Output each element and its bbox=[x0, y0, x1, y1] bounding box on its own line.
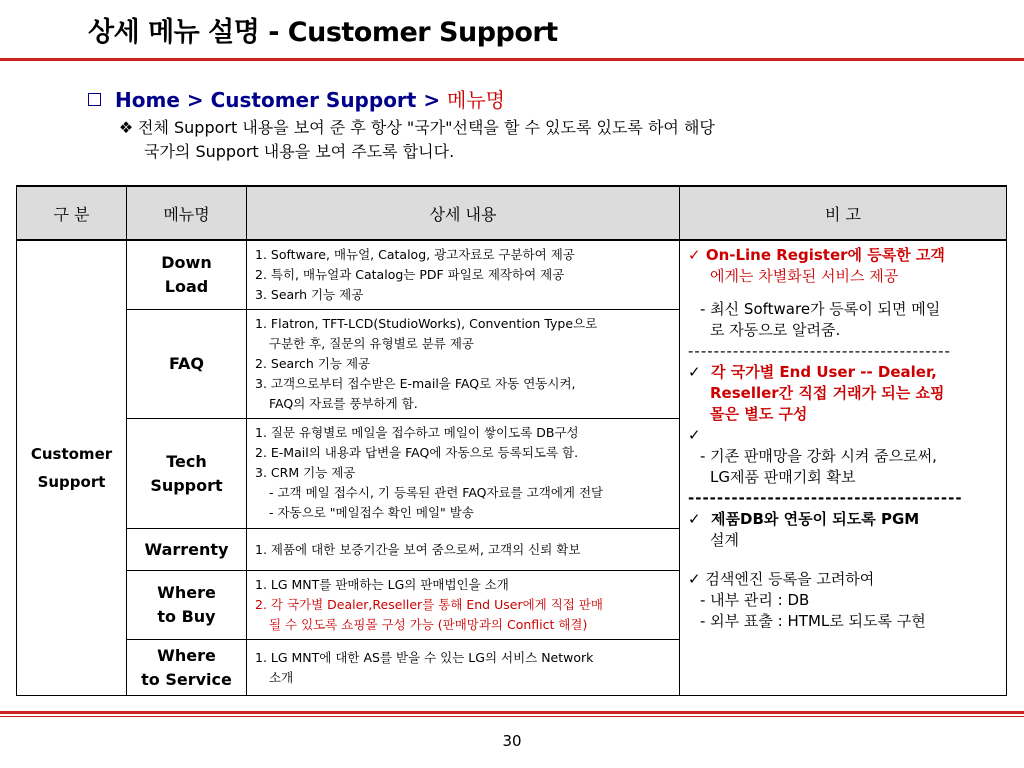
note-text: Reseller간 직접 거래가 되는 쇼핑 bbox=[710, 384, 945, 402]
menu-label: Load bbox=[164, 277, 209, 296]
menu-label: Tech bbox=[166, 451, 207, 471]
header-category: 구 분 bbox=[17, 186, 127, 240]
menu-cell bbox=[127, 571, 247, 640]
page-title: 상세 메뉴 설명 - Customer Support bbox=[88, 17, 558, 48]
header-menu: 메뉴명 bbox=[127, 186, 247, 240]
table-header-row bbox=[17, 186, 1007, 240]
check-icon: ✓ bbox=[688, 570, 701, 588]
menu-label: to Service bbox=[141, 669, 232, 689]
detail-cell bbox=[247, 310, 680, 419]
detail-item: 1. 질문 유형별로 메일을 접수하고 메일이 쌓이도록 DB구성 bbox=[255, 425, 579, 440]
note-text: 검색엔진 등록을 고려하여 bbox=[705, 570, 875, 588]
category-label: Customer bbox=[30, 445, 113, 463]
note-text: LG제품 판매기회 확보 bbox=[710, 468, 856, 486]
note-cell bbox=[680, 240, 1007, 696]
breadcrumb bbox=[88, 84, 505, 113]
description-line-2: 국가의 Support 내용을 보여 주도록 합니다. bbox=[144, 142, 455, 161]
detail-item: - 자동으로 "메일접수 확인 메일" 발송 bbox=[269, 505, 474, 520]
detail-item: 3. CRM 기능 제공 bbox=[255, 465, 356, 480]
check-icon: ✓ bbox=[688, 510, 701, 528]
menu-label: to Buy bbox=[157, 607, 216, 626]
description-line-1: 전체 Support 내용을 보여 준 후 항상 "국가"선택을 할 수 있도록 있도록 하여 해당 bbox=[138, 118, 715, 137]
description bbox=[118, 116, 715, 164]
detail-item: 1. LG MNT에 대한 AS를 받을 수 있는 LG의 서비스 Network bbox=[255, 649, 594, 665]
category-cell bbox=[17, 240, 127, 696]
header-detail: 상세 내용 bbox=[247, 186, 680, 240]
note-text: 에게는 차별화된 서비스 제공 bbox=[710, 267, 899, 285]
detail-cell bbox=[247, 571, 680, 640]
note-text: - 기존 판매망을 강화 시켜 줌으로써, bbox=[700, 447, 937, 465]
detail-item: FAQ의 자료를 풍부하게 함. bbox=[269, 396, 418, 411]
note-text: - 최신 Software가 등록이 되면 메일 bbox=[700, 300, 941, 318]
note-text: 설계 bbox=[710, 531, 739, 549]
note-text: On-Line Register에 등록한 고객 bbox=[705, 246, 945, 264]
detail-item: 1. 제품에 대한 보증기간을 보여 줌으로써, 고객의 신뢰 확보 bbox=[255, 541, 581, 557]
note-text: 각 국가별 End User -- Dealer, bbox=[711, 363, 937, 381]
detail-item: 1. LG MNT를 판매하는 LG의 판매법인을 소개 bbox=[255, 577, 509, 592]
detail-item: 2. 특히, 매뉴얼과 Catalog는 PDF 파일로 제작하여 제공 bbox=[255, 267, 565, 282]
header-note: 비 고 bbox=[680, 186, 1007, 240]
detail-cell bbox=[247, 640, 680, 696]
check-icon: ✓ bbox=[688, 363, 701, 381]
menu-table bbox=[16, 185, 1007, 696]
detail-item: 소개 bbox=[269, 669, 294, 685]
table-row bbox=[17, 240, 1007, 310]
detail-cell bbox=[247, 240, 680, 310]
category-label: Support bbox=[37, 473, 106, 491]
note-text: 몰은 별도 구성 bbox=[710, 405, 808, 423]
menu-cell bbox=[127, 240, 247, 310]
menu-label: Warrenty bbox=[144, 539, 229, 559]
note-text: 로 자동으로 알려줌. bbox=[710, 321, 841, 339]
note-text: - 외부 표출 : HTML로 되도록 구현 bbox=[700, 612, 926, 630]
detail-item: 구분한 후, 질문의 유형별로 분류 제공 bbox=[269, 336, 474, 351]
note-divider: -------------------------------------- bbox=[688, 489, 963, 507]
detail-item: 2. E-Mail의 내용과 답변을 FAQ에 자동으로 등록되도록 함. bbox=[255, 445, 579, 460]
diamond-bullet-icon: ❖ bbox=[118, 118, 134, 137]
detail-cell bbox=[247, 419, 680, 529]
menu-cell bbox=[127, 529, 247, 571]
detail-item: 될 수 있도록 쇼핑몰 구성 가능 (판매망과의 Conflict 해결) bbox=[269, 617, 588, 632]
menu-label: Support bbox=[150, 475, 223, 495]
note-text: - 내부 관리 : DB bbox=[700, 591, 810, 609]
menu-cell bbox=[127, 640, 247, 696]
checkbox-bullet-icon bbox=[88, 93, 101, 106]
detail-item: 2. Search 기능 제공 bbox=[255, 356, 371, 371]
footer-divider-thin bbox=[0, 716, 1024, 717]
detail-item: 2. 각 국가별 Dealer,Reseller를 통해 End User에게 직접 판매 bbox=[255, 597, 603, 612]
breadcrumb-current: 메뉴명 bbox=[447, 88, 506, 112]
title-divider bbox=[0, 58, 1024, 61]
note-text: 제품DB와 연동이 되도록 PGM bbox=[711, 510, 920, 528]
detail-item: 3. Searh 기능 제공 bbox=[255, 287, 364, 302]
breadcrumb-path: Home > Customer Support > bbox=[115, 88, 448, 112]
detail-item: 3. 고객으로부터 접수받은 E-mail을 FAQ로 자동 연동시켜, bbox=[255, 376, 576, 391]
detail-item: 1. Flatron, TFT-LCD(StudioWorks), Convention Type으로 bbox=[255, 316, 598, 331]
note-divider: ----------------------------------------- bbox=[688, 342, 951, 360]
detail-cell bbox=[247, 529, 680, 571]
menu-cell bbox=[127, 310, 247, 419]
page-number: 30 bbox=[502, 732, 522, 750]
menu-label: Where bbox=[157, 645, 216, 665]
footer-divider bbox=[0, 711, 1024, 714]
detail-item: 1. Software, 매뉴얼, Catalog, 광고자료로 구분하여 제공 bbox=[255, 247, 575, 262]
menu-label: Down bbox=[161, 253, 212, 272]
check-icon: ✓ bbox=[688, 246, 701, 264]
check-icon: ✓ bbox=[688, 426, 701, 444]
menu-cell bbox=[127, 419, 247, 529]
detail-item: - 고객 메일 접수시, 기 등록된 관련 FAQ자료를 고객에게 전달 bbox=[269, 485, 604, 500]
menu-label: FAQ bbox=[168, 354, 205, 373]
menu-label: Where bbox=[157, 583, 216, 602]
